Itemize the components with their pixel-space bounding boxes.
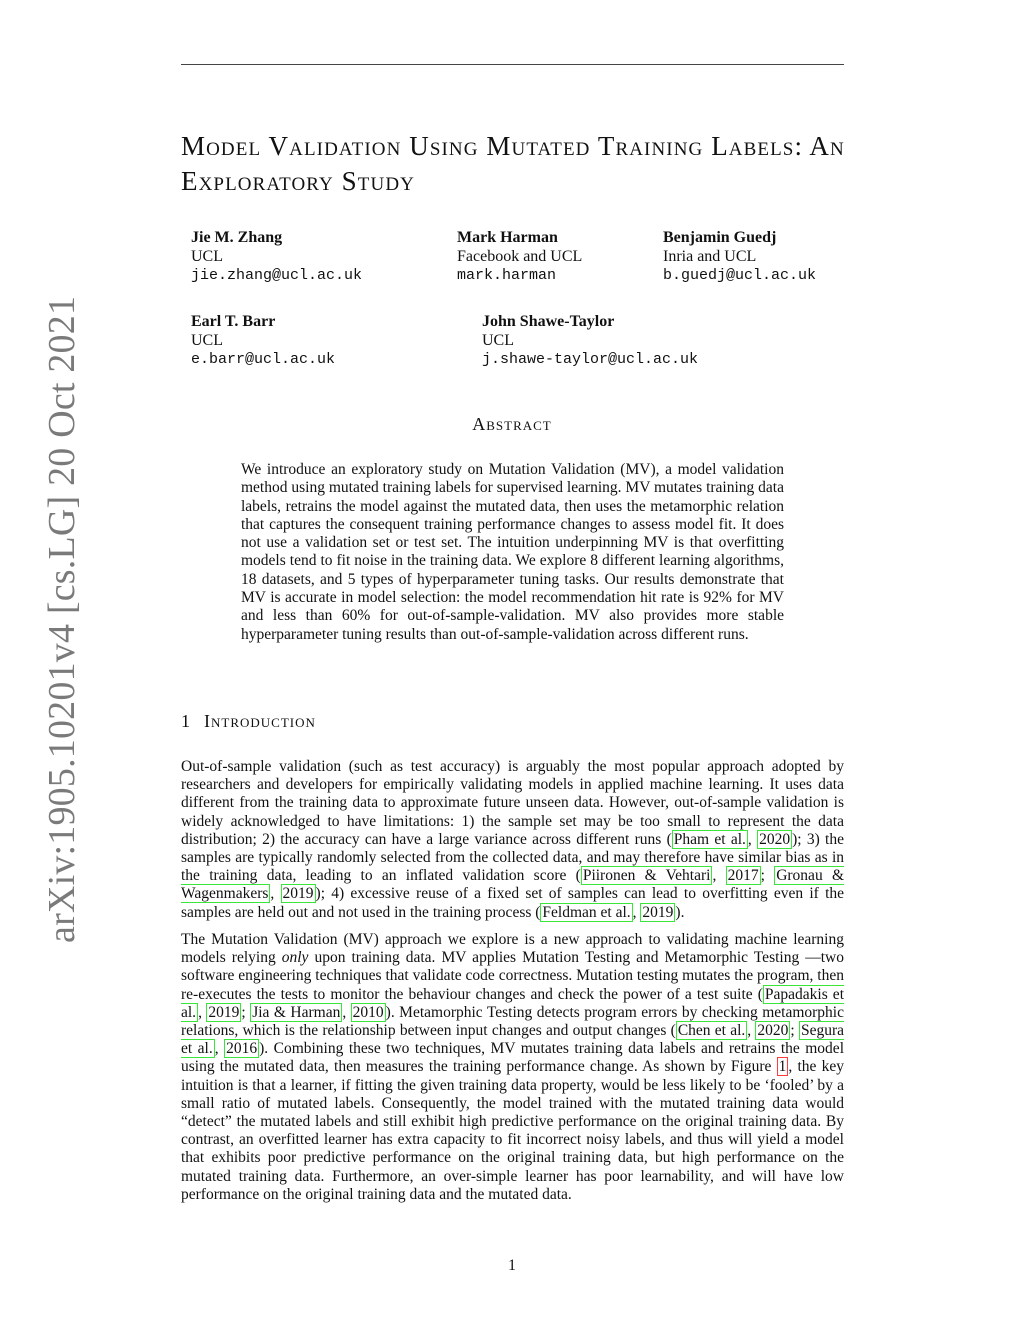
section-title: Introduction <box>204 711 316 731</box>
paragraph-text: , the key intuition is that a learner, if fitting the given training data property, would be less likely to be ‘fooled’ by a small ratio of mutated labels. Consequently, the model trained with the mutated training data would “detect” the mutated labels and still exhibit high predictive performance on the original training data. By contrast, an overfitted learner has extra capacity to fit incorrect noisy labels, and thus will yield a model that exhibits poor predictive performance on the original training data, but high performance on the mutated training data. Furthermore, an over-simple learner has poor learnability, and will have low performance on the original training data and the mutated data. <box>181 1058 844 1203</box>
paragraph-text: , <box>747 830 758 848</box>
author-name: Earl T. Barr <box>191 313 276 330</box>
paragraph-text: , <box>342 1003 351 1021</box>
author-block <box>457 228 582 285</box>
paragraph-text: Out-of-sample validation (such as test accuracy) is arguably the most popular approach adopted by researchers and developers for empirically validating models in applied machine learning. It uses data different from the training data to approximate future unseen data. However, out-of-sample validation is widely acknowledged to have limitations: 1) the sample set may be too small to represent the data distribution; 2) the accuracy can have a large variance across different runs ( <box>181 758 844 848</box>
author-affiliation: UCL <box>191 332 223 349</box>
paragraph-text: upon training data. MV applies Mutation Testing and Metamorphic Testing —two software engineering techniques that validate code correctness. Mutation testing mutates the program, then re-executes the tests to monitor the behaviour changes and check the power of a test suite ( <box>181 949 844 1003</box>
citation-link[interactable]: 2020 <box>757 1022 789 1040</box>
paragraph-text: ); 3) the samples are typically randomly selected from the collected data, and may therefore have similar bias as in the training data, leading to an inflated validation score ( <box>181 830 844 885</box>
paragraph-text: , <box>270 885 281 903</box>
citation-link[interactable]: Pham et al. <box>673 830 746 848</box>
section-number: 1 <box>181 711 190 731</box>
paragraph-text: , <box>214 1040 225 1058</box>
paragraph-text: ). Metamorphic Testing detects program errors by checking metamorphic relations, which is the relationship between input changes and output changes ( <box>181 1003 844 1040</box>
paragraph-text: ); 4) excessive reuse of a fixed set of samples can lead to overfitting even if the samples are held out and not used in the training process ( <box>181 885 845 921</box>
citation-link[interactable]: 2019 <box>282 885 314 903</box>
intro-paragraph-2 <box>181 931 844 1204</box>
citation-link[interactable]: Segura et al. <box>181 1022 845 1058</box>
citation-link[interactable]: Piironen & Vehtari <box>582 867 711 885</box>
paragraph-text: , <box>712 867 726 885</box>
figure-reference-link[interactable]: 1 <box>778 1058 787 1076</box>
citation-link[interactable]: Feldman et al. <box>542 903 631 921</box>
citation-link[interactable]: 2016 <box>226 1040 258 1058</box>
arxiv-stamp: arXiv:1905.10201v4 [cs.LG] 20 Oct 2021 <box>41 295 83 943</box>
author-affiliation: Facebook and UCL <box>457 248 583 265</box>
abstract-heading: Abstract <box>472 414 552 434</box>
top-rule <box>181 64 844 65</box>
author-email: e.barr@ucl.ac.uk <box>191 351 336 368</box>
emphasis-text: only <box>281 949 309 967</box>
author-block <box>191 312 335 369</box>
author-name: John Shawe-Taylor <box>482 313 615 330</box>
author-block <box>191 228 362 285</box>
paragraph-text: ; <box>760 867 775 885</box>
author-email: b.guedj@ucl.ac.uk <box>663 267 817 284</box>
author-block <box>663 228 816 285</box>
citation-link[interactable]: 2010 <box>352 1003 384 1021</box>
paragraph-text: ). Combining these two techniques, MV mutates training data labels and retrains the model using the mutated data, then measures the training performance change. As shown by Figure <box>181 1040 844 1076</box>
citation-link[interactable]: Chen et al. <box>677 1022 746 1040</box>
citation-link[interactable]: 2020 <box>759 830 791 848</box>
citation-link[interactable]: Papadakis et al. <box>181 985 844 1021</box>
paragraph-text: , <box>747 1022 756 1040</box>
paragraph-text: ; <box>790 1022 799 1040</box>
author-affiliation: UCL <box>482 332 514 349</box>
page-number: 1 <box>508 1257 516 1274</box>
author-affiliation: UCL <box>191 248 223 265</box>
paper-title: Model Validation Using Mutated Training Labels: An Exploratory Study <box>181 131 845 196</box>
citation-link[interactable]: 2017 <box>727 867 759 885</box>
paragraph-text: ). <box>675 903 685 921</box>
citation-link[interactable]: 2019 <box>208 1003 240 1021</box>
paragraph-text: The Mutation Validation (MV) approach we explore is a new approach to validating machine learning models relying <box>181 931 844 967</box>
paragraph-text: ; <box>241 1003 251 1021</box>
author-name: Benjamin Guedj <box>663 229 777 246</box>
citation-link[interactable]: Jia & Harman <box>252 1003 341 1021</box>
citation-link[interactable]: Gronau & Wagenmakers <box>181 867 845 903</box>
paragraph-text: , <box>632 903 641 921</box>
section-heading <box>181 711 316 732</box>
author-affiliation: Inria and UCL <box>663 248 757 265</box>
author-email: mark.harman <box>457 267 557 284</box>
intro-paragraph-1 <box>181 758 844 922</box>
author-email: jie.zhang@ucl.ac.uk <box>191 267 363 284</box>
citation-link[interactable]: 2019 <box>642 903 674 921</box>
author-name: Mark Harman <box>457 229 558 246</box>
author-block <box>482 312 698 369</box>
author-email: j.shawe-taylor@ucl.ac.uk <box>482 351 699 368</box>
author-name: Jie M. Zhang <box>191 229 283 246</box>
abstract-text: We introduce an exploratory study on Mutation Validation (MV), a model validation method using mutated training labels for supervised learning. MV mutates training data labels, retrains the model against the mutated data, then uses the metamorphic relation that captures the consequent training performance changes to assess model fit. It does not use a validation set or test set. The intuition underpinning MV is that overfitting models tend to fit noise in the training data. We explore 8 different learning algorithms, 18 datasets, and 5 types of hyperparameter tuning tasks. Our results demonstrate that MV is accurate in model selection: the model recommendation hit rate is 92% for MV and less than 60% for out-of-sample-validation. MV also provides more stable hyperparameter tuning results than out-of-sample-validation across different runs. <box>241 461 784 643</box>
paragraph-text: , <box>198 1003 207 1021</box>
